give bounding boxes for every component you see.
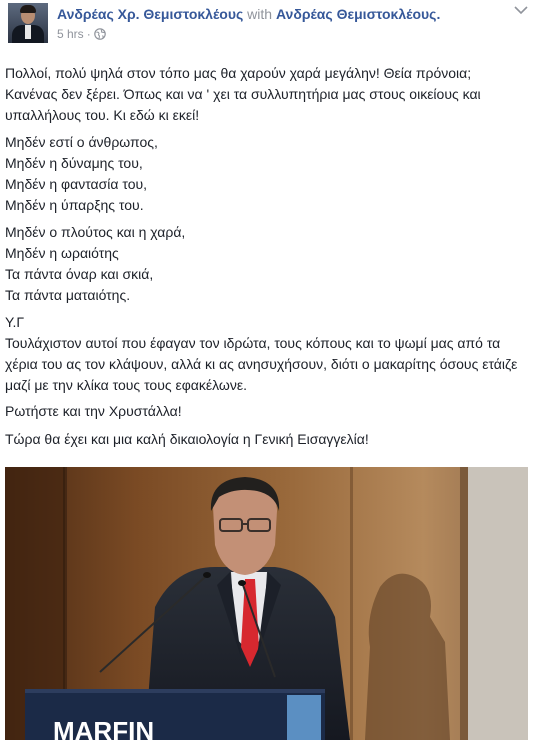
postscript [5,312,527,396]
poem-line: Μηδέν η ωραιότης [5,245,119,261]
chevron-down-icon[interactable] [513,3,529,17]
post-header [0,0,537,48]
postscript-label: Υ.Γ [5,314,25,330]
author-name-link[interactable]: Ανδρέας Χρ. Θεμιστοκλέους [57,6,244,22]
poem-line: Μηδέν εστί ο άνθρωπος, [5,134,158,150]
post-text: Τώρα θα έχει και μια καλή δικαιολογία η Γενική Εισαγγελία! [5,431,369,447]
post-paragraph [5,429,527,450]
post-meta [57,27,106,43]
author-line [57,6,440,22]
podium-logo-text: MARFIN [53,716,155,740]
poem-line: Μηδέν ο πλούτος και η χαρά, [5,224,186,240]
post-paragraph [5,63,527,126]
speaker-photo [5,467,528,740]
poem-line: Μηδέν η φαντασία του, [5,176,148,192]
poem-line: Τα πάντα όναρ και σκιά, [5,266,154,282]
post-paragraph [5,401,527,422]
poem-stanza-1 [5,132,527,216]
post-text: Ρωτήστε και την Χρυστάλλα! [5,403,182,419]
poem-stanza-2 [5,222,527,306]
post-text: Πολλοί, πολύ ψηλά στον τόπο μας θα χαρούν χαρά μεγάλην! Θεία πρόνοια; Κανένας δεν ξέρει. Όπως και να ' χει τα συλλυπητήρια μας στους οικείους και υπαλλήλους του. Κι εδώ κι εκεί! [5,65,481,123]
meta-separator: · [86,27,91,41]
poem-line: Τα πάντα ματαιότης. [5,287,131,303]
globe-icon[interactable] [94,28,106,43]
postscript-text: Τουλάχιστον αυτοί που έφαγαν τον ιδρώτα, τους κόπους και το ψωμί μας από τα χέρια του ας τον κλάψουν, αλλά κι ας ανησυχήσουν, διότι ο μακαρίτης όσους ετάιζε μαζί με την κλίκα τους τους εφακέλωνε. [5,335,518,393]
with-label: with [247,6,273,22]
post-timestamp[interactable]: 5 hrs [57,27,84,41]
poem-line: Μηδέν η ύπαρξης του. [5,197,144,213]
poem-line: Μηδέν η δύναμης του, [5,155,143,171]
tagged-name-link[interactable]: Ανδρέας Θεμιστοκλέους. [275,6,441,22]
author-avatar[interactable] [8,3,48,43]
post-photo[interactable] [5,467,528,740]
